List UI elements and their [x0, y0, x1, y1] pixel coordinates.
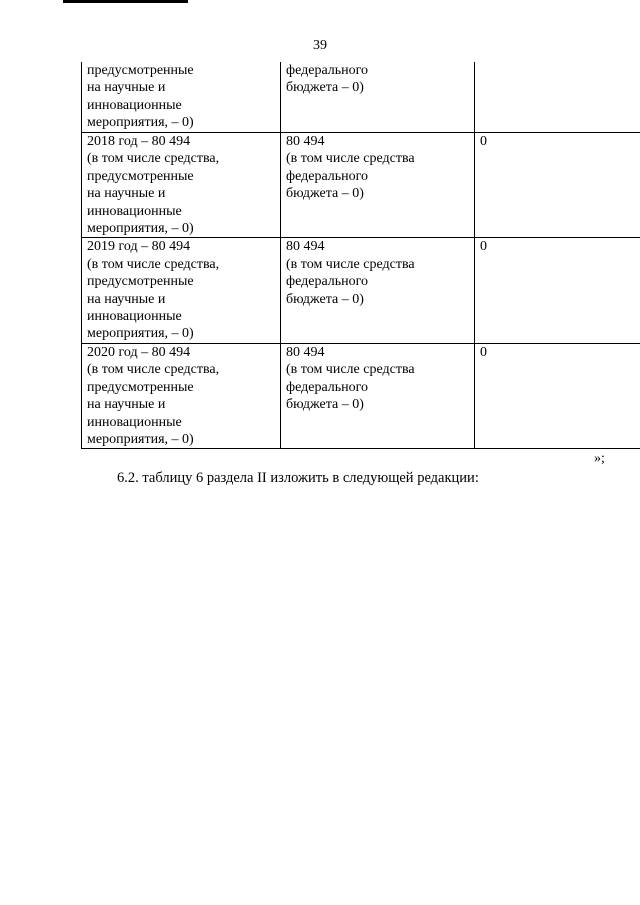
table-cell-other-sources: 0	[475, 343, 640, 448]
funding-table	[81, 62, 640, 449]
table-cell-federal-budget: 80 494 (в том числе средства федерального бюджета – 0)	[281, 133, 475, 238]
table-cell-other-sources: 0	[475, 133, 640, 238]
table-cell-federal-budget: федерального бюджета – 0)	[281, 62, 475, 133]
table-cell-federal-budget: 80 494 (в том числе средства федерального бюджета – 0)	[281, 343, 475, 448]
table-row	[82, 343, 640, 448]
closing-quote: »;	[594, 451, 605, 466]
table-cell-funding-total: 2018 год – 80 494 (в том числе средства, предусмотренные на научные и инновационные мероприятия, – 0)	[82, 133, 281, 238]
amendment-paragraph: 6.2. таблицу 6 раздела II изложить в следующей редакции:	[117, 470, 479, 486]
table-cell-funding-total: 2020 год – 80 494 (в том числе средства, предусмотренные на научные и инновационные мероприятия, – 0)	[82, 343, 281, 448]
table-cell-funding-total: 2019 год – 80 494 (в том числе средства, предусмотренные на научные и инновационные мероприятия, – 0)	[82, 238, 281, 343]
table-row	[82, 62, 640, 133]
table-row	[82, 133, 640, 238]
table-cell-funding-total: предусмотренные на научные и инновационные мероприятия, – 0)	[82, 62, 281, 133]
page-number: 39	[313, 38, 327, 53]
table-row	[82, 238, 640, 343]
table-cell-other-sources	[475, 62, 640, 133]
top-rule	[63, 0, 188, 3]
table-cell-federal-budget: 80 494 (в том числе средства федерального бюджета – 0)	[281, 238, 475, 343]
table-cell-other-sources: 0	[475, 238, 640, 343]
